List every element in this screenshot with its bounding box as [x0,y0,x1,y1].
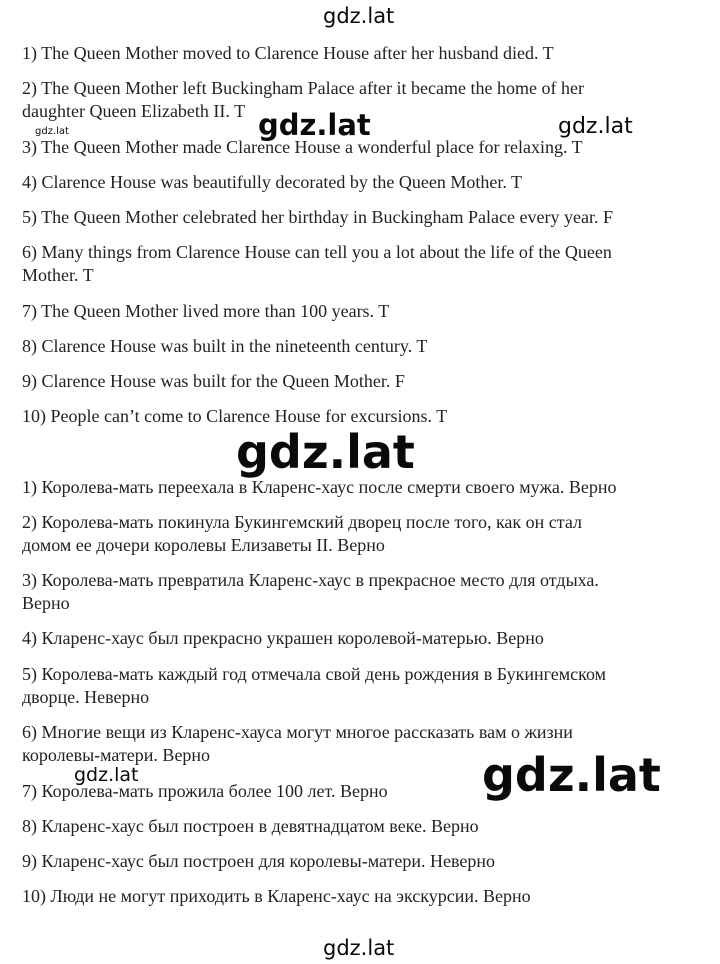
watermark-text: gdz.lat [74,764,139,786]
russian-answer-line: 2) Королева-мать покинула Букингемский дворец после того, как он стал [22,512,583,532]
english-answer-line: 5) The Queen Mother celebrated her birthday in Buckingham Palace every year. F [22,207,613,227]
english-answer-line: 9) Clarence House was built for the Queen Mother. F [22,371,405,391]
watermark-text: gdz.lat [35,126,69,137]
russian-answer-line: Верно [22,593,70,613]
english-answer-line: daughter Queen Elizabeth II. T [22,101,246,121]
english-answer-line: Mother. T [22,265,94,285]
russian-answer-line: 1) Королева-мать переехала в Кларенс-хаус после смерти своего мужа. Верно [22,477,617,497]
russian-answer-line: 8) Кларенс-хаус был построен в девятнадцатом веке. Верно [22,816,479,836]
english-answer-line: 4) Clarence House was beautifully decorated by the Queen Mother. T [22,172,523,192]
russian-answer-line: домом ее дочери королевы Елизаветы II. Верно [22,535,385,555]
watermark-text: gdz.lat [323,4,395,28]
russian-answer-line: 3) Королева-мать превратила Кларенс-хаус в прекрасное место для отдыха. [22,570,599,590]
russian-answer-line: 6) Многие вещи из Кларенс-хауса могут многое рассказать вам о жизни [22,722,573,742]
english-answer-line: 6) Many things from Clarence House can tell you a lot about the life of the Queen [22,242,612,262]
watermark-text: gdz.lat [482,748,661,802]
russian-answer-line: 7) Королева-мать прожила более 100 лет. Верно [22,781,388,801]
russian-answer-line: 10) Люди не могут приходить в Кларенс-хаус на экскурсии. Верно [22,886,531,906]
watermark-text: gdz.lat [558,114,633,139]
english-answer-line: 3) The Queen Mother made Clarence House a wonderful place for relaxing. T [22,137,583,157]
english-answer-line: 10) People can’t come to Clarence House for excursions. T [22,406,448,426]
russian-answer-line: королевы-матери. Верно [22,745,211,765]
russian-answer-line: 4) Кларенс-хаус был прекрасно украшен королевой-матерью. Верно [22,628,544,648]
watermark-text: gdz.lat [258,108,371,142]
english-answer-line: 8) Clarence House was built in the nineteenth century. T [22,336,428,356]
english-answer-line: 2) The Queen Mother left Buckingham Palace after it became the home of her [22,78,584,98]
russian-answer-line: 5) Королева-мать каждый год отмечала свой день рождения в Букингемском [22,664,606,684]
russian-answer-line: 9) Кларенс-хаус был построен для королевы-матери. Неверно [22,851,495,871]
english-answer-line: 7) The Queen Mother lived more than 100 years. T [22,301,390,321]
watermark-text: gdz.lat [323,936,395,960]
english-answer-line: 1) The Queen Mother moved to Clarence House after her husband died. T [22,43,554,63]
russian-answer-line: дворце. Неверно [22,687,150,707]
watermark-text: gdz.lat [236,425,415,479]
